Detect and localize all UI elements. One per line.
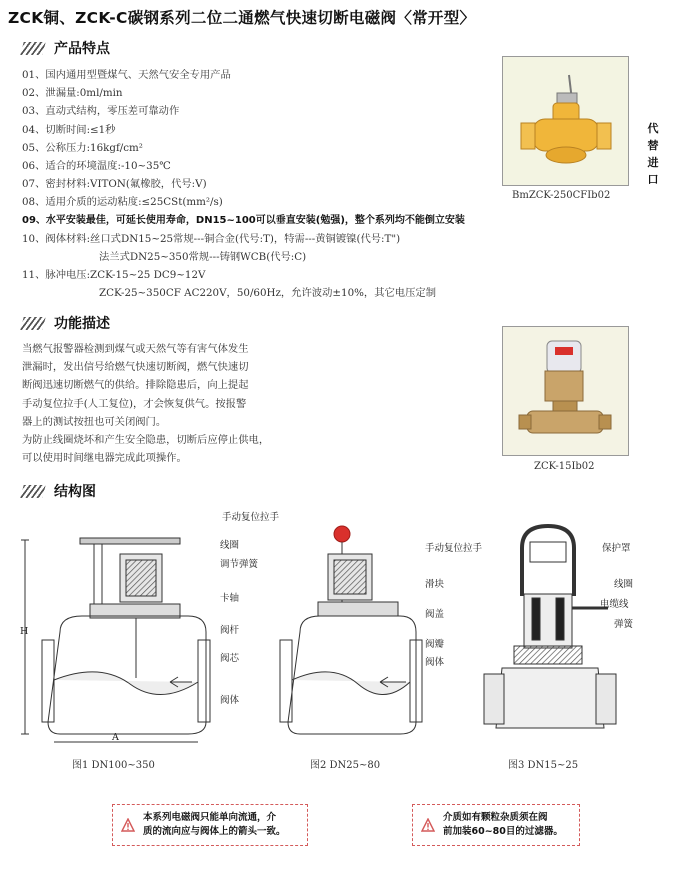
section-heading-features	[22, 38, 110, 58]
label-f3-cable: 电缆线	[600, 599, 629, 610]
description-line: 断阀迅速切断燃气的供给。排除隐患后，向上提起	[22, 379, 249, 392]
warning-note-filter	[412, 804, 580, 846]
warning-text: 本系列电磁阀只能单向流通，介	[143, 812, 277, 823]
photo-caption: BmZCK-250CFIb02	[512, 190, 611, 201]
list-item: 01、国内通用型暨煤气、天然气安全专用产品	[22, 69, 231, 81]
section-title: 结构图	[54, 484, 96, 500]
vertical-note: 代 替 进 口	[647, 122, 659, 186]
dimension-h-label: H	[20, 626, 29, 637]
label-f3-disc: 阀瓣	[425, 639, 445, 650]
list-item: 08、适用介质的运动粘度:≤25CSt(mm²/s)	[22, 196, 223, 209]
section-marker-icon	[20, 317, 45, 330]
list-item: 02、泄漏量:0ml/min	[22, 87, 123, 100]
warning-text: 前加装60~80目的过滤器。	[443, 826, 563, 837]
label-f3-body: 阀体	[425, 657, 445, 668]
description-line: 泄漏时，发出信号给燃气快速切断阀，燃气快速切	[22, 361, 249, 374]
structure-diagram-fig2	[270, 512, 430, 752]
figure-caption: 图2 DN25~80	[310, 760, 381, 771]
list-item: 05、公称压力:16kgf/cm²	[22, 141, 143, 154]
section-title: 产品特点	[54, 41, 110, 57]
description-line: 为防止线圈烧坏和产生安全隐患，切断后应停止供电，	[22, 434, 270, 447]
warning-icon	[421, 818, 435, 832]
description-line: 可以使用时间继电器完成此项操作。	[22, 452, 187, 465]
label-valve-core: 阀芯	[220, 653, 240, 664]
structure-diagram-fig1	[20, 512, 220, 752]
figure-caption: 图1 DN100~350	[72, 760, 155, 771]
list-item: 10、阀体材料:丝口式DN15~25常规---铜合金(代号:T)，特需---黄铜镀镍(代号:T")	[22, 232, 401, 245]
label-adjust-spring: 调节弹簧	[220, 559, 259, 570]
warning-icon	[121, 818, 135, 832]
list-item: 09、水平安装最佳，可延长使用寿命，DN15~100可以垂直安装(勉强)，整个系列均不能倒立安装	[22, 214, 465, 226]
label-clamp-shaft: 卡轴	[220, 593, 240, 604]
figure-caption: 图3 DN15~25	[508, 760, 579, 771]
description-line: 当燃气报警器检测到煤气或天然气等有害气体发生	[22, 343, 249, 355]
section-marker-icon	[20, 485, 45, 498]
description-line: 手动复位拉手(人工复位)，才会恢复供气。按报警	[22, 397, 247, 410]
section-marker-icon	[20, 42, 45, 55]
label-f3-bonnet: 阀盖	[425, 609, 445, 620]
section-title: 功能描述	[54, 316, 110, 332]
warning-text: 介质如有颗粒杂质须在阀	[443, 812, 548, 823]
dimension-a-label: A	[112, 732, 119, 743]
label-f3-cover: 保护罩	[602, 543, 631, 554]
list-item: 法兰式DN25~350常规---铸钢WCB(代号:C)	[99, 250, 307, 263]
label-f3-manual-reset: 手动复位拉手	[425, 543, 483, 554]
list-item: ZCK-25~350CF AC220V，50/60Hz，允许波动±10%，其它电压定制	[99, 287, 436, 300]
label-coil: 线圈	[220, 540, 240, 551]
photo-caption: ZCK-15Ib02	[534, 461, 595, 472]
page-title: ZCK铜、ZCK-C碳钢系列二位二通燃气快速切断电磁阀〈常开型〉	[8, 9, 476, 27]
brass-valve-image	[503, 327, 628, 455]
section-heading-structure	[22, 481, 96, 501]
list-item: 03、直动式结构，零压差可靠动作	[22, 105, 180, 118]
function-description	[22, 340, 322, 467]
label-f3-coil: 线圈	[614, 579, 634, 590]
list-item: 06、适合的环境温度:-10~35℃	[22, 159, 171, 172]
product-photo-brass	[502, 326, 629, 456]
label-f3-spring: 弹簧	[614, 619, 634, 630]
yellow-valve-image	[503, 57, 628, 185]
warning-text: 质的流向应与阀体上的箭头一致。	[143, 826, 286, 837]
label-valve-stem: 阀杆	[220, 625, 240, 636]
label-f3-slider: 滑块	[425, 579, 445, 590]
list-item: 07、密封材料:VITON(氟橡胶，代号:V)	[22, 178, 207, 191]
label-valve-body: 阀体	[220, 695, 240, 706]
warning-note-flow-direction	[112, 804, 308, 846]
label-manual-reset-handle: 手动复位拉手	[222, 512, 280, 523]
list-item: 04、切断时间:≤1秒	[22, 123, 116, 136]
section-heading-function	[22, 313, 110, 333]
product-photo-carbon-steel	[502, 56, 629, 186]
feature-list	[22, 66, 582, 302]
description-line: 器上的测试按扭也可关闭阀门。	[22, 415, 167, 428]
list-item: 11、脉冲电压:ZCK-15~25 DC9~12V	[22, 269, 206, 282]
